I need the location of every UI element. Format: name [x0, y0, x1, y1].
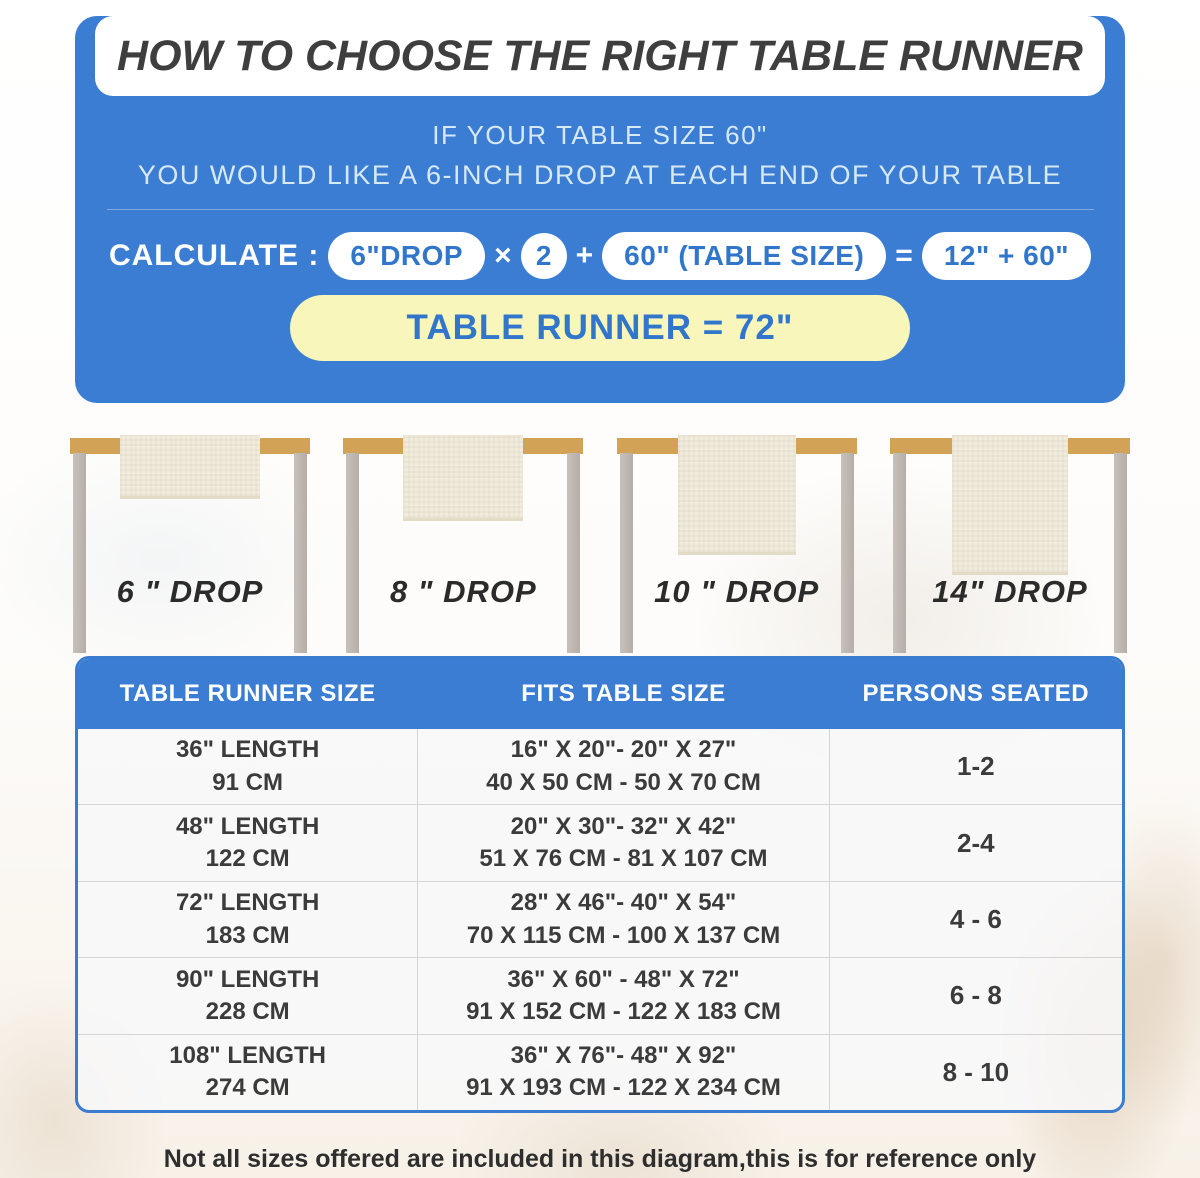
subtitle-line-1: IF YOUR TABLE SIZE 60" — [432, 120, 768, 150]
multiplier-circle: 2 — [521, 233, 567, 279]
runner-size-cell: 90" LENGTH 228 CM — [175, 965, 320, 1025]
table-runner-fabric — [120, 435, 260, 499]
table-figure-14in-drop — [890, 438, 1130, 653]
table-leg — [294, 453, 307, 653]
table-figure-10in-drop — [617, 438, 857, 653]
drop-pill: 6"DROP — [328, 232, 485, 280]
table-runner-fabric — [952, 435, 1068, 575]
header-persons-seated: PERSONS SEATED — [862, 680, 1090, 707]
table-leg — [567, 453, 580, 653]
header-fits-table-size: FITS TABLE SIZE — [521, 680, 726, 707]
fits-size-cell: 16" X 20"- 20" X 27" 40 X 50 CM - 50 X 70 CM — [417, 729, 829, 804]
page-title: HOW TO CHOOSE THE RIGHT TABLE RUNNER — [117, 31, 1083, 80]
equals-sign: = — [895, 239, 913, 272]
persons-cell: 4 - 6 — [949, 903, 1002, 934]
size-table-body — [78, 729, 1122, 1110]
drop-label: 10 " DROP — [654, 574, 820, 609]
fits-size-cell: 20" X 30"- 32" X 42" 51 X 76 CM - 81 X 107 CM — [417, 805, 829, 880]
table-row — [78, 957, 1122, 1033]
table-leg — [893, 453, 906, 653]
table-leg — [620, 453, 633, 653]
persons-cell: 2-4 — [957, 827, 995, 858]
plus-sign: + — [575, 239, 594, 272]
runner-size-cell: 108" LENGTH 274 CM — [169, 1041, 327, 1102]
disclaimer-note: Not all sizes offered are included in this diagram,this is for reference only — [163, 1145, 1037, 1173]
runner-size-cell: 36" LENGTH 91 CM — [175, 736, 320, 796]
table-leg — [346, 453, 359, 653]
times-sign: × — [494, 239, 512, 272]
table-row — [78, 804, 1122, 880]
table-row — [78, 881, 1122, 957]
fits-size-cell: 36" X 60" - 48" X 72" 91 X 152 CM - 122 X 183 CM — [417, 958, 829, 1033]
hero-banner — [75, 16, 1125, 403]
result-banner — [290, 295, 910, 361]
calculation-row — [75, 232, 1125, 280]
subtitle-line-2: YOU WOULD LIKE A 6-INCH DROP AT EACH END OF YOUR TABLE — [137, 160, 1063, 190]
size-table-card — [75, 656, 1125, 1113]
drop-label: 8 " DROP — [389, 574, 537, 609]
header-runner-size: TABLE RUNNER SIZE — [119, 680, 376, 707]
title-box — [95, 16, 1105, 96]
table-size-pill: 60" (TABLE SIZE) — [602, 232, 886, 280]
divider — [107, 209, 1094, 210]
drop-illustrations — [0, 438, 1200, 653]
table-runner-fabric — [678, 435, 796, 555]
table-figure-8in-drop — [343, 438, 583, 653]
table-leg — [1114, 453, 1127, 653]
fits-size-cell: 28" X 46"- 40" X 54" 70 X 115 CM - 100 X 137 CM — [417, 882, 829, 957]
table-figure-6in-drop — [70, 438, 310, 653]
persons-cell: 8 - 10 — [942, 1056, 1010, 1087]
calculate-label: CALCULATE : — [108, 239, 320, 272]
table-runner-fabric — [403, 435, 523, 521]
runner-size-cell: 72" LENGTH 183 CM — [175, 889, 320, 949]
drop-label: 14" DROP — [932, 574, 1088, 609]
table-row — [78, 729, 1122, 804]
fits-size-cell: 36" X 76"- 48" X 92" 91 X 193 CM - 122 X 234 CM — [417, 1035, 829, 1110]
persons-cell: 6 - 8 — [949, 980, 1002, 1011]
sum-pill: 12" + 60" — [922, 232, 1091, 280]
persons-cell: 1-2 — [957, 751, 995, 782]
runner-size-cell: 48" LENGTH 122 CM — [175, 812, 320, 873]
drop-label: 6 " DROP — [116, 574, 264, 609]
table-row — [78, 1034, 1122, 1110]
size-table-header — [78, 659, 1122, 729]
result-text: TABLE RUNNER = 72" — [406, 308, 794, 347]
table-leg — [841, 453, 854, 653]
table-leg — [73, 453, 86, 653]
